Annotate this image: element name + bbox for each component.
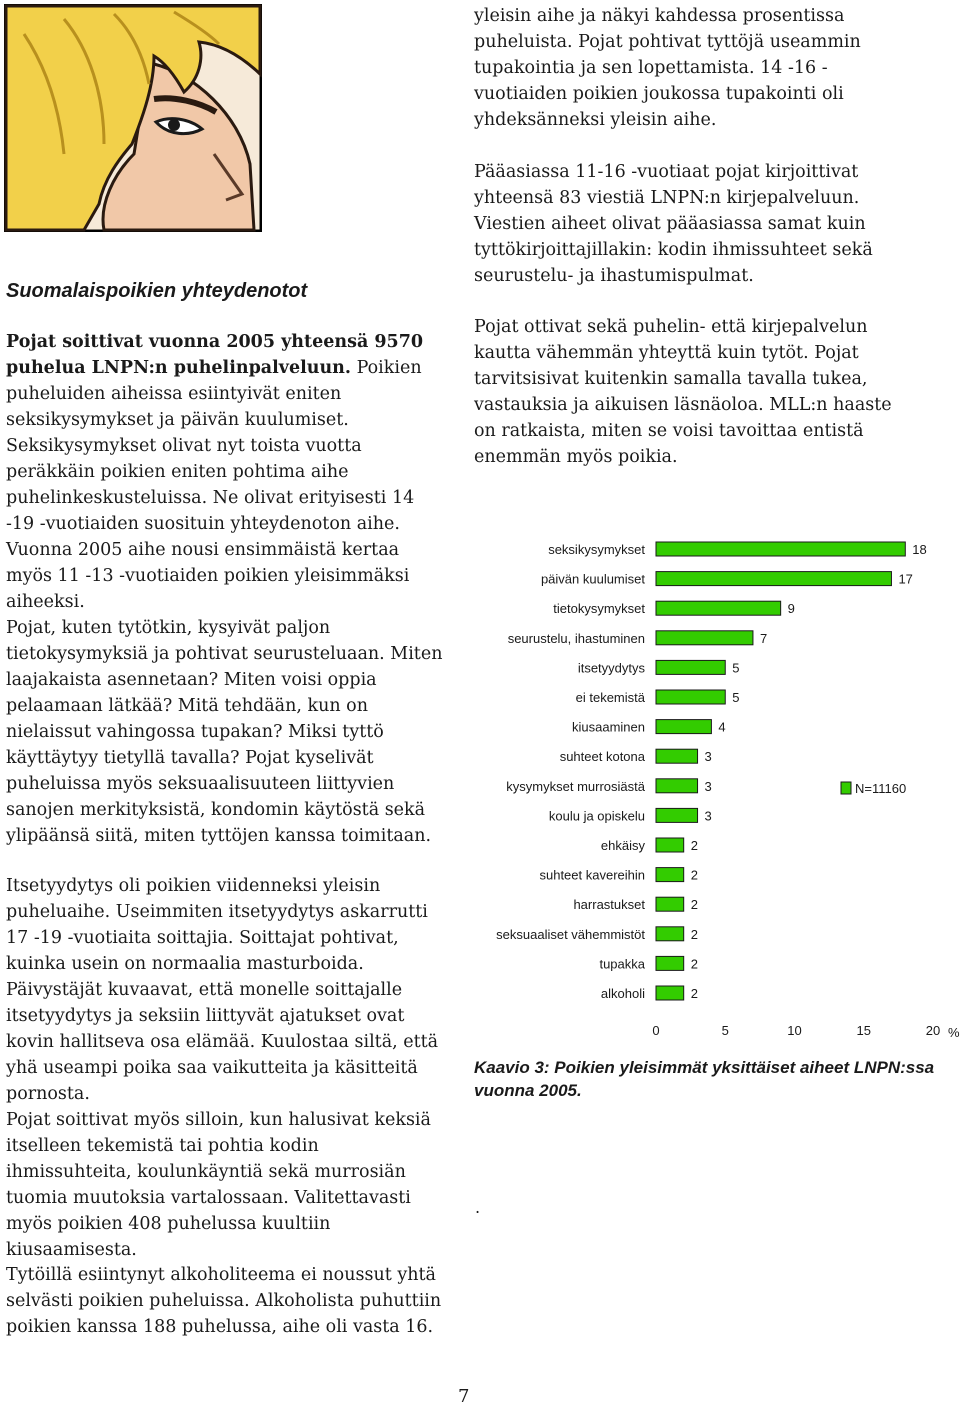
category-label: ehkäisy <box>600 838 645 853</box>
bar-value-label: 5 <box>732 660 740 676</box>
boy-illustration <box>4 4 262 232</box>
bar <box>656 660 725 674</box>
bar <box>656 572 891 586</box>
bar-value-label: 18 <box>912 542 927 557</box>
left-paragraph-4: Pojat soittivat myös silloin, kun halusivat keksiä itselleen tekemistä tai pohtia kodin ihmissuhteita, koulunkäyntiä sekä murrosiän tuomia muutoksia vartalossaan. Valitettavasti myös poikien 408 puhelussa kuultiin kiusaamisesta. <box>6 1110 431 1260</box>
category-label: suhteet kotona <box>559 749 645 765</box>
chart-svg <box>480 530 960 1050</box>
right-paragraph-2: Pääasiassa 11-16 -vuotiaat pojat kirjoittivat yhteensä 83 viestiä LNPN:n kirjepalveluun. Viestien aiheet olivat pääasiassa samat kuin tyttökirjoittajillakin: kodin ihmissuhteet sekä seurustelu- ja ihastumispulmat. <box>474 162 873 286</box>
section-heading: Suomalaispoikien yhteydenotot <box>6 280 308 302</box>
bar-value-label: 2 <box>690 867 698 883</box>
right-paragraph-1: yleisin aihe ja näkyi kahdessa prosentissa puheluista. Pojat pohtivat tyttöjä useammin tupakointia ja sen lopettamista. 14 -16 -vuotiaiden poikien joukossa tupakointi oli yhdeksänneksi yleisin aihe. <box>474 6 861 130</box>
bar <box>656 956 684 970</box>
bar-value-label: 5 <box>732 690 740 705</box>
category-label: kysymykset murrosiästä <box>506 778 645 794</box>
left-paragraph-1 <box>6 329 446 615</box>
bar <box>656 897 684 911</box>
topics-bar-chart <box>480 530 960 1050</box>
bar <box>656 779 698 793</box>
category-label: koulu ja opiskelu <box>548 808 645 824</box>
bar <box>656 838 684 852</box>
x-unit-label: % <box>948 1025 960 1040</box>
left-paragraph-3: Itsetyydytys oli poikien viidenneksi yleisin puheluaihe. Useimmiten itsetyydytys askarrutti 17 -19 -vuotiaita soittajia. Soittajat pohtivat, kuinka usein on normaalia masturboida. Päivystäjät kuvaavat, että monelle soittajalle itsetyydytys ja seksiin liittyvät ajatukset ovat kovin hallitseva osa elämää. Kuulostaa siltä, että yhä useampi poika saa vaikutteita ja käsitteitä pornosta. <box>6 876 439 1104</box>
legend-label: N=11160 <box>855 781 907 796</box>
x-tick-label: 5 <box>721 1023 729 1038</box>
category-label: alkoholi <box>600 986 645 1001</box>
x-tick-label: 0 <box>652 1023 660 1038</box>
category-label: päivän kuulumiset <box>540 571 645 587</box>
left-paragraph-1-rest: Poikien puheluiden aiheissa esiintyivät eniten seksikysymykset ja päivän kuulumiset. Seksikysymykset olivat nyt toista vuotta peräkkäin poikien eniten pohtima aihe puhelinkeskusteluissa. Ne olivat erityisesti 14 -19 -vuotiaiden suosituin yhteydenoton aihe. Vuonna 2005 aihe nousi ensimmäistä kertaa myös 11 -13 -vuotiaiden poikien yleisimmäksi aiheeksi. <box>6 358 422 612</box>
bar-value-label: 2 <box>690 897 698 913</box>
legend-swatch <box>841 782 851 794</box>
bar <box>656 868 684 882</box>
stray-dot: . <box>475 1198 481 1217</box>
x-tick-label: 20 <box>925 1023 941 1038</box>
bar <box>656 601 781 615</box>
bar-value-label: 3 <box>704 778 712 794</box>
category-label: itsetyydytys <box>577 660 645 676</box>
category-label: ei tekemistä <box>575 690 645 705</box>
category-label: seksuaaliset vähemmistöt <box>496 926 645 942</box>
bar <box>656 927 684 941</box>
category-label: suhteet kavereihin <box>539 867 645 883</box>
left-paragraph-2: Pojat, kuten tytötkin, kysyivät paljon tietokysymyksiä ja pohtivat seurusteluaan. Miten laajakaista asennetaan? Miten voisi oppia pelaamaan lätkää? Mitä tehdään, kun on nielaissut vahingossa tupakan? Miksi tyttö käyttäytyy tietyllä tavalla? Pojat kyselivät puheluissa myös seksuaalisuuteen liittyvien sanojen merkityksistä, kondomin käytöstä sekä ylipäänsä siitä, miten tyttöjen kanssa toimitaan. <box>6 618 443 846</box>
bar <box>656 720 711 734</box>
x-tick-label: 10 <box>787 1023 802 1038</box>
chart-caption: Kaavio 3: Poikien yleisimmät yksittäiset aiheet LNPN:ssa vuonna 2005. <box>474 1058 935 1100</box>
category-label: harrastukset <box>573 897 645 913</box>
left-paragraph-5: Tytöillä esiintynyt alkoholiteema ei noussut yhtä selvästi poikien puheluissa. Alkoholista puhuttiin poikien kanssa 188 puhelussa, aihe oli vasta 16. <box>6 1265 442 1337</box>
bar-value-label: 3 <box>704 749 712 765</box>
bar-value-label: 2 <box>690 838 698 853</box>
right-paragraph-3: Pojat ottivat sekä puhelin- että kirjepalvelun kautta vähemmän yhteyttä kuin tytöt. Pojat tarvitsisivat kuitenkin samalla tavalla tukea, vastauksia ja aikuisen läsnäoloa. MLL:n haaste on ratkaista, miten se voisi tavoittaa entistä enemmän myös poikia. <box>474 317 892 467</box>
bar-value-label: 9 <box>787 601 795 617</box>
bar-value-label: 17 <box>898 571 913 587</box>
left-paragraph-1-bold: Pojat soittivat vuonna 2005 yhteensä 9570 puhelua LNPN:n puhelinpalveluun. <box>6 332 424 378</box>
bar <box>656 631 753 645</box>
category-label: seurustelu, ihastuminen <box>507 630 645 646</box>
bar-value-label: 2 <box>690 956 698 972</box>
bar <box>656 986 684 1000</box>
bar-value-label: 4 <box>718 719 726 735</box>
category-label: tietokysymykset <box>553 601 645 617</box>
bar <box>656 690 725 704</box>
category-label: kiusaaminen <box>572 719 645 735</box>
page-number: 7 <box>458 1386 470 1407</box>
x-tick-label: 15 <box>856 1023 871 1038</box>
bar-value-label: 2 <box>690 986 698 1001</box>
bar-value-label: 7 <box>759 630 768 646</box>
bar <box>656 542 905 556</box>
bar <box>656 749 698 763</box>
bar <box>656 808 698 822</box>
category-label: tupakka <box>599 956 645 972</box>
bar-value-label: 3 <box>704 808 712 824</box>
bar-value-label: 2 <box>690 926 698 942</box>
category-label: seksikysymykset <box>548 542 645 557</box>
